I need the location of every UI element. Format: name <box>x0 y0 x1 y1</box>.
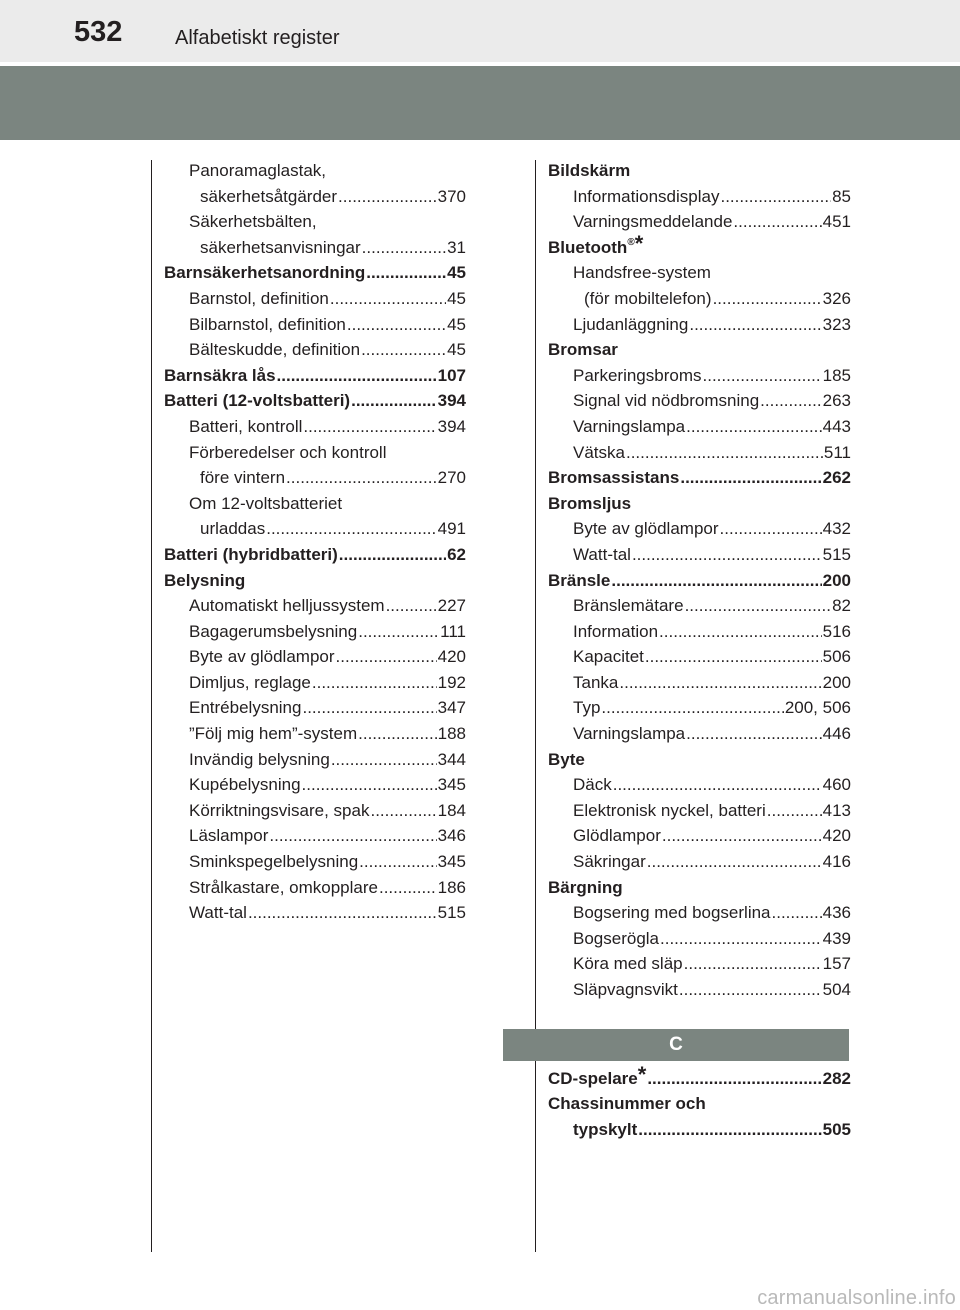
dot-leader <box>339 542 446 568</box>
index-entry <box>548 184 851 210</box>
index-entry-term: Barnsäkra lås <box>164 365 276 385</box>
index-entry <box>164 593 466 619</box>
index-entry-term: Ljudanläggning <box>573 314 689 334</box>
index-entry <box>164 440 466 466</box>
index-entry <box>548 747 851 773</box>
dot-leader <box>760 388 821 414</box>
dot-leader <box>358 619 439 645</box>
dot-leader <box>302 695 436 721</box>
index-entry <box>164 849 466 875</box>
index-entry <box>548 337 851 363</box>
dot-leader <box>713 286 822 312</box>
dot-leader <box>720 516 822 542</box>
index-entry <box>548 312 851 338</box>
index-entry-term: Körriktningsvisare, spak <box>189 800 370 820</box>
dot-leader <box>720 184 831 210</box>
dot-leader <box>645 644 822 670</box>
page-reference: 31 <box>447 237 466 257</box>
index-entry-term: säkerhetsanvisningar <box>200 237 361 257</box>
index-entry <box>548 1061 851 1092</box>
page-reference: 451 <box>822 212 851 232</box>
index-entry <box>548 951 851 977</box>
index-entry <box>164 184 466 210</box>
index-entry-term: Handsfree-system <box>573 263 711 283</box>
page-reference: 432 <box>822 519 851 539</box>
index-entry-term: Bluetooth <box>548 237 628 257</box>
index-entry <box>548 491 851 517</box>
index-entry-term: säkerhetsåtgärder <box>200 186 338 206</box>
page-reference: 200, 506 <box>784 698 851 718</box>
index-entry <box>164 337 466 363</box>
dot-leader <box>680 465 821 491</box>
dot-leader <box>626 440 823 466</box>
page-reference: 420 <box>437 647 466 667</box>
center-column-divider <box>535 160 536 1252</box>
dot-leader <box>659 619 822 645</box>
page-reference: 262 <box>822 468 851 488</box>
dot-leader <box>330 286 446 312</box>
page-reference: 62 <box>447 544 466 564</box>
index-entry-term: Byte av glödlampor <box>573 519 719 539</box>
index-entry-term: Tanka <box>573 672 619 692</box>
index-entry <box>548 977 851 1003</box>
index-entry-term: Bränslemätare <box>573 596 684 616</box>
index-entry <box>164 772 466 798</box>
dot-leader <box>338 184 437 210</box>
dot-leader <box>638 1117 821 1143</box>
dot-leader <box>684 951 822 977</box>
page-reference: 85 <box>832 186 851 206</box>
page-reference: 200 <box>822 570 851 590</box>
registered-mark: ® <box>627 236 635 248</box>
index-entry-term: Säkringar <box>573 852 646 872</box>
index-entry <box>164 286 466 312</box>
index-entry <box>164 158 466 184</box>
index-entry-term: Bilbarnstol, definition <box>189 314 346 334</box>
index-entry <box>164 721 466 747</box>
index-entry <box>548 363 851 389</box>
index-entry-term: Elektronisk nyckel, batteri <box>573 800 766 820</box>
index-entry-term: ”Följ mig hem”-system <box>189 724 358 744</box>
header-banner <box>0 66 960 140</box>
index-entry-term: Information <box>573 621 659 641</box>
dot-leader <box>366 260 446 286</box>
dot-leader <box>370 798 436 824</box>
index-entry-term: Läslampor <box>189 826 269 846</box>
page-reference: 345 <box>437 852 466 872</box>
index-entry-term: Bogserögla <box>573 928 660 948</box>
index-entry-term: Glödlampor <box>573 826 661 846</box>
index-entry <box>548 440 851 466</box>
page-reference: 436 <box>822 903 851 923</box>
dot-leader <box>312 670 437 696</box>
index-entry-term: typskylt <box>573 1119 638 1139</box>
index-entry <box>548 542 851 568</box>
dot-leader <box>613 772 822 798</box>
index-entry <box>548 823 851 849</box>
page-number: 532 <box>74 16 123 48</box>
dot-leader <box>647 849 822 875</box>
index-entry-term: Byte <box>548 749 585 769</box>
index-entry-term: Förberedelser och kontroll <box>189 442 387 462</box>
index-entry-term: Batteri, kontroll <box>189 416 303 436</box>
index-entry-term: Varningsmeddelande <box>573 212 733 232</box>
index-entry <box>164 644 466 670</box>
index-entry <box>164 695 466 721</box>
index-entry <box>548 875 851 901</box>
index-entry <box>164 619 466 645</box>
index-entry-term: Parkeringsbroms <box>573 365 702 385</box>
asterisk-footnote-icon: * <box>637 1061 647 1087</box>
page-reference: 420 <box>822 826 851 846</box>
dot-leader <box>277 363 437 389</box>
index-entry-term: Bärgning <box>548 877 623 897</box>
index-entry <box>548 798 851 824</box>
index-entry <box>164 235 466 261</box>
index-entry <box>164 542 466 568</box>
page-reference: 45 <box>447 314 466 334</box>
index-entry-term: Bromsar <box>548 340 618 360</box>
dot-leader <box>361 337 446 363</box>
index-entry <box>164 823 466 849</box>
dot-leader <box>601 695 783 721</box>
index-entry-term: Dimljus, reglage <box>189 672 311 692</box>
page-reference: 460 <box>822 775 851 795</box>
page-reference: 185 <box>822 365 851 385</box>
index-entry-term: Batteri (hybridbatteri) <box>164 544 338 564</box>
page-reference: 504 <box>822 980 851 999</box>
index-entry-term: Barnstol, definition <box>189 288 329 308</box>
page-reference: 263 <box>822 391 851 411</box>
page-reference: 45 <box>447 263 466 283</box>
index-entry-term: Sminkspegelbelysning <box>189 852 359 872</box>
index-entry-term: Bälteskudde, definition <box>189 340 361 360</box>
index-entry-term: Entrébelysning <box>189 698 302 718</box>
index-entry-term: Bromsassistans <box>548 468 680 488</box>
index-entry <box>548 465 851 491</box>
index-entry-term: Vätska <box>573 442 625 462</box>
watermark: carmanualsonline.info <box>757 1287 956 1309</box>
index-entry <box>164 516 466 542</box>
index-entry-term: Signal vid nödbromsning <box>573 391 760 411</box>
page-reference: 344 <box>437 749 466 769</box>
index-entry <box>164 798 466 824</box>
index-entry <box>548 158 851 184</box>
index-entry-term: CD-spelare <box>548 1068 638 1088</box>
dot-leader <box>689 312 821 338</box>
index-entry-term: Automatiskt helljussystem <box>189 596 385 616</box>
dot-leader <box>379 875 437 901</box>
index-entry <box>548 388 851 414</box>
page-reference: 511 <box>823 442 851 462</box>
page-reference: 323 <box>822 314 851 334</box>
dot-leader <box>336 644 437 670</box>
index-entry-term: Bromsljus <box>548 493 632 513</box>
dot-leader <box>772 900 822 926</box>
index-column-right <box>548 158 851 1142</box>
dot-leader <box>660 926 822 952</box>
index-entry <box>164 209 466 235</box>
page-reference: 192 <box>437 672 466 692</box>
dot-leader <box>632 542 822 568</box>
page-reference: 506 <box>822 647 851 667</box>
dot-leader <box>662 823 822 849</box>
dot-leader <box>269 823 436 849</box>
dot-leader <box>703 363 822 389</box>
index-entry <box>164 260 466 286</box>
index-entry <box>164 568 466 594</box>
index-entry <box>548 593 851 619</box>
index-entry <box>164 388 466 414</box>
index-entry <box>164 414 466 440</box>
page-title: Alfabetiskt register <box>175 27 340 49</box>
index-entry-term: Säkerhetsbälten, <box>189 212 317 232</box>
index-entry-term: Bildskärm <box>548 161 631 180</box>
dot-leader <box>286 465 437 491</box>
page-reference: 446 <box>822 724 851 744</box>
dot-leader <box>347 312 446 338</box>
dot-leader <box>248 900 437 926</box>
index-entry-term: Om 12-voltsbatteriet <box>189 493 343 513</box>
dot-leader <box>266 516 436 542</box>
page-reference: 45 <box>447 340 466 360</box>
index-entry <box>164 363 466 389</box>
index-entry <box>164 491 466 517</box>
section-letter-header: C <box>503 1029 849 1061</box>
dot-leader <box>386 593 437 619</box>
index-entry-term: Watt-tal <box>573 544 631 564</box>
page-reference: 282 <box>822 1068 851 1088</box>
index-entry <box>548 1091 851 1117</box>
page-reference: 413 <box>822 800 851 820</box>
page-reference: 326 <box>822 288 851 308</box>
page-reference: 184 <box>437 800 466 820</box>
index-entry-term: Köra med släp <box>573 954 683 974</box>
page-reference: 186 <box>437 877 466 897</box>
page-reference: 111 <box>440 621 466 641</box>
index-entry-term: Barnsäkerhetsanordning <box>164 263 366 283</box>
index-entry-term: Watt-tal <box>189 903 247 923</box>
index-entry-term: Strålkastare, omkopplare <box>189 877 378 897</box>
page-reference: 505 <box>822 1119 851 1139</box>
asterisk-footnote-icon: * <box>634 230 644 256</box>
index-entry <box>548 1117 851 1143</box>
page-reference: 188 <box>437 724 466 744</box>
index-entry <box>164 465 466 491</box>
index-column-left <box>164 158 466 926</box>
page-reference: 200 <box>822 672 851 692</box>
dot-leader <box>358 721 437 747</box>
page-reference: 270 <box>437 468 466 488</box>
index-entry-term: Släpvagnsvikt <box>573 980 678 999</box>
index-entry <box>548 568 851 594</box>
index-entry <box>548 516 851 542</box>
index-entry <box>548 670 851 696</box>
page-reference: 157 <box>822 954 851 974</box>
dot-leader <box>647 1066 821 1092</box>
index-entry <box>548 849 851 875</box>
index-entry <box>548 721 851 747</box>
page-reference: 515 <box>437 903 466 923</box>
index-entry-term: före vintern <box>200 468 286 488</box>
index-entry-term: Varningslampa <box>573 724 686 744</box>
index-entry-term: Chassinummer och <box>548 1094 706 1114</box>
page-reference: 227 <box>437 596 466 616</box>
index-entry-term: urladdas <box>200 519 266 539</box>
page-reference: 515 <box>822 544 851 564</box>
index-entry-term: Kapacitet <box>573 647 644 667</box>
index-entry <box>548 260 851 286</box>
index-entry-term: Däck <box>573 775 612 795</box>
index-entry <box>164 747 466 773</box>
index-entry <box>548 772 851 798</box>
dot-leader <box>351 388 437 414</box>
index-entry <box>548 619 851 645</box>
page-reference: 345 <box>437 775 466 795</box>
page-reference: 107 <box>437 365 466 385</box>
page-reference: 347 <box>437 698 466 718</box>
page-header <box>0 0 960 62</box>
left-column-divider <box>151 160 152 1252</box>
index-entry <box>548 644 851 670</box>
index-entry <box>164 875 466 901</box>
dot-leader <box>686 721 821 747</box>
index-entry-term: Typ <box>573 698 601 718</box>
page-reference: 394 <box>437 391 466 411</box>
index-entry <box>548 900 851 926</box>
dot-leader <box>331 747 437 773</box>
index-entry-term: Kupébelysning <box>189 775 301 795</box>
dot-leader <box>359 849 436 875</box>
index-entry-term: Bogsering med bogserlina <box>573 903 771 923</box>
dot-leader <box>362 235 446 261</box>
dot-leader <box>619 670 821 696</box>
page-reference: 416 <box>822 852 851 872</box>
index-entry-term: Batteri (12-voltsbatteri) <box>164 391 351 411</box>
index-entry-term: Invändig belysning <box>189 749 330 769</box>
dot-leader <box>685 593 832 619</box>
page-reference: 45 <box>447 288 466 308</box>
index-entry-term: Belysning <box>164 570 246 590</box>
index-entry <box>548 926 851 952</box>
page-reference: 394 <box>437 416 466 436</box>
dot-leader <box>611 568 821 594</box>
index-entry-term: Byte av glödlampor <box>189 647 335 667</box>
dot-leader <box>767 798 822 824</box>
page-reference: 491 <box>437 519 466 539</box>
page-reference: 370 <box>437 186 466 206</box>
page-reference: 516 <box>822 621 851 641</box>
page-reference: 346 <box>437 826 466 846</box>
index-entry-term: Panoramaglastak, <box>189 161 327 180</box>
page-reference: 82 <box>832 596 851 616</box>
dot-leader <box>302 772 437 798</box>
index-entry <box>548 695 851 721</box>
dot-leader <box>686 414 821 440</box>
index-entry <box>548 414 851 440</box>
dot-leader <box>303 414 436 440</box>
index-entry <box>548 286 851 312</box>
index-entry <box>164 670 466 696</box>
dot-leader <box>733 209 821 235</box>
index-entry-term: Varningslampa <box>573 416 686 436</box>
dot-leader <box>679 977 822 1003</box>
index-entry-term: Informationsdisplay <box>573 186 720 206</box>
page-reference: 443 <box>822 416 851 436</box>
index-entry <box>164 312 466 338</box>
page-reference: 439 <box>822 928 851 948</box>
index-entry-term: (för mobiltelefon) <box>584 288 712 308</box>
index-entry-term: Bränsle <box>548 570 611 590</box>
index-entry <box>548 209 851 235</box>
index-entry-term: Bagagerumsbelysning <box>189 621 358 641</box>
index-entry <box>164 900 466 926</box>
index-entry <box>548 230 851 261</box>
